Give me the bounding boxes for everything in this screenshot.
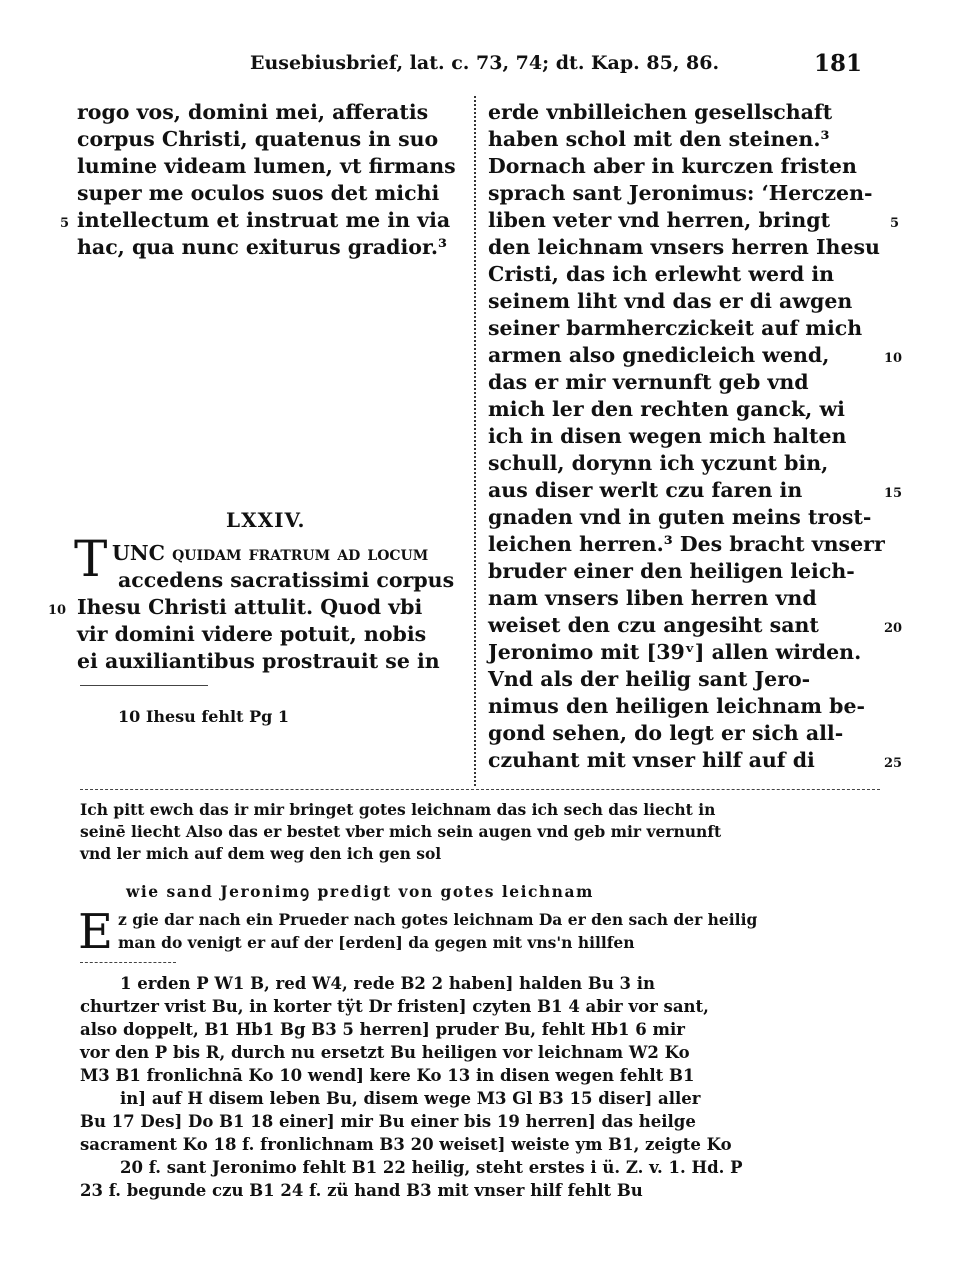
latin-line: UNC quidam fratrum ad locum	[112, 541, 429, 565]
chapter-heading: LXXIV.	[226, 508, 306, 532]
german-line: Vnd als der heilig sant Jero-	[488, 667, 811, 691]
german-line: leichen herren.³ Des bracht vnserr	[488, 532, 885, 556]
german-line: schull, dorynn ich yczunt bin,	[488, 451, 829, 475]
line-number: 25	[884, 756, 903, 771]
german-line: czuhant mit vnser hilf auf di	[488, 748, 815, 772]
section-divider	[80, 789, 880, 790]
german-line: aus diser werlt czu faren in	[488, 478, 803, 502]
german-line: bruder einer den heiligen leich-	[488, 559, 855, 583]
latin-line: super me oculos suos det michi	[77, 181, 440, 205]
line-number: 10	[884, 351, 903, 366]
german-line: weiset den czu angesiht sant	[488, 613, 819, 637]
apparatus-line: Bu 17 Des] Do B1 18 einer] mir Bu einer bis 19 herren] das heilge	[80, 1112, 696, 1131]
apparatus-line: vor den P bis R, durch nu ersetzt Bu heiligen vor leichnam W2 Ko	[80, 1043, 690, 1062]
german-line: den leichnam vnsers herren Ihesu	[488, 235, 880, 259]
apparatus-rule	[80, 962, 176, 963]
german-line: armen also gnedicleich wend,	[488, 343, 830, 367]
drop-initial: T	[74, 530, 108, 588]
german-line: das er mir vernunft geb vnd	[488, 370, 809, 394]
german-line: nam vnsers liben herren vnd	[488, 586, 817, 610]
line-number: 15	[884, 486, 903, 501]
german-line: nimus den heiligen leichnam be-	[488, 694, 866, 718]
apparatus-line: also doppelt, B1 Hb1 Bg B3 5 herren] pruder Bu, fehlt Hb1 6 mir	[80, 1020, 685, 1039]
latin-line: lumine videam lumen, vt firmans	[77, 154, 456, 178]
german-line: erde vnbilleichen gesellschaft	[488, 100, 833, 124]
column-divider	[474, 96, 477, 786]
german-line: mich ler den rechten ganck, wi	[488, 397, 845, 421]
page-number: 181	[814, 50, 863, 77]
latin-line: Ihesu Christi attulit. Quod vbi	[77, 595, 423, 619]
line-number: 10	[48, 603, 67, 618]
apparatus-line: churtzer vrist Bu, in korter tӱt Dr fristen] czyten B1 4 abir vor sant,	[80, 997, 709, 1016]
latin-line: vir domini videre potuit, nobis	[77, 622, 427, 646]
german-line: haben schol mit den steinen.³	[488, 127, 830, 151]
apparatus-line: 20 f. sant Jeronimo fehlt B1 22 heilig, steht erstes i ü. Z. v. 1. Hd. P	[120, 1158, 743, 1177]
german-line: ich in disen wegen mich halten	[488, 424, 847, 448]
variant-line: z gie dar nach ein Prueder nach gotes leichnam Da er den sach der heilig	[118, 910, 758, 929]
apparatus-line: in] auf H disem leben Bu, disem wege M3 Gl B3 15 diser] aller	[120, 1089, 701, 1108]
apparatus-line: M3 B1 fronlichnā Ko 10 wend] kere Ko 13 in disen wegen fehlt B1	[80, 1066, 695, 1085]
variant-line: Ich pitt ewch das ir mir bringet gotes leichnam das ich sech das liecht in	[80, 800, 716, 819]
running-header: Eusebiusbrief, lat. c. 73, 74; dt. Kap. 85, 86.	[250, 52, 720, 74]
apparatus-line: 1 erden P W1 B, red W4, rede B2 2 haben] halden Bu 3 in	[120, 974, 656, 993]
apparatus-line: 23 f. begunde czu B1 24 f. zü hand B3 mit vnser hilf fehlt Bu	[80, 1181, 643, 1200]
latin-footnote: 10 Ihesu fehlt Pg 1	[118, 707, 289, 726]
latin-line: rogo vos, domini mei, afferatis	[77, 100, 429, 124]
variant-line: vnd ler mich auf dem weg den ich gen sol	[80, 844, 442, 863]
latin-line: accedens sacratissimi corpus	[118, 568, 455, 592]
german-line: gnaden vnd in guten meins trost-	[488, 505, 872, 529]
footnote-rule	[80, 685, 208, 686]
rubric: wie sand Jeronimꝯ predigt von gotes leichnam	[126, 882, 594, 901]
variant-line: seinē liecht Also das er bestet vber mich sein augen vnd geb mir vernunft	[80, 822, 722, 841]
german-line: gond sehen, do legt er sich all-	[488, 721, 844, 745]
latin-line: corpus Christi, quatenus in suo	[77, 127, 439, 151]
german-line: seinem liht vnd das er di awgen	[488, 289, 853, 313]
latin-line: ei auxiliantibus prostrauit se in	[77, 649, 440, 673]
line-number: 20	[884, 621, 903, 636]
apparatus-line: sacrament Ko 18 f. fronlichnam B3 20 weiset] weiste ym B1, zeigte Ko	[80, 1135, 732, 1154]
german-line: liben veter vnd herren, bringt	[488, 208, 831, 232]
latin-line: intellectum et instruat me in via	[77, 208, 451, 232]
german-line: sprach sant Jeronimus: ‘Herczen-	[488, 181, 873, 205]
variant-line: man do venigt er auf der [erden] da gegen mit vns'n hillfen	[118, 933, 635, 952]
line-number: 5	[890, 216, 900, 231]
german-line: seiner barmherczickeit auf mich	[488, 316, 863, 340]
german-line: Cristi, das ich erlewht werd in	[488, 262, 835, 286]
latin-line: hac, qua nunc exiturus gradior.³	[77, 235, 447, 259]
line-number: 5	[60, 216, 70, 231]
drop-initial: E	[78, 904, 114, 960]
german-line: Jeronimo mit [39ᵛ] allen wirden.	[488, 640, 862, 664]
german-line: Dornach aber in kurczen fristen	[488, 154, 857, 178]
